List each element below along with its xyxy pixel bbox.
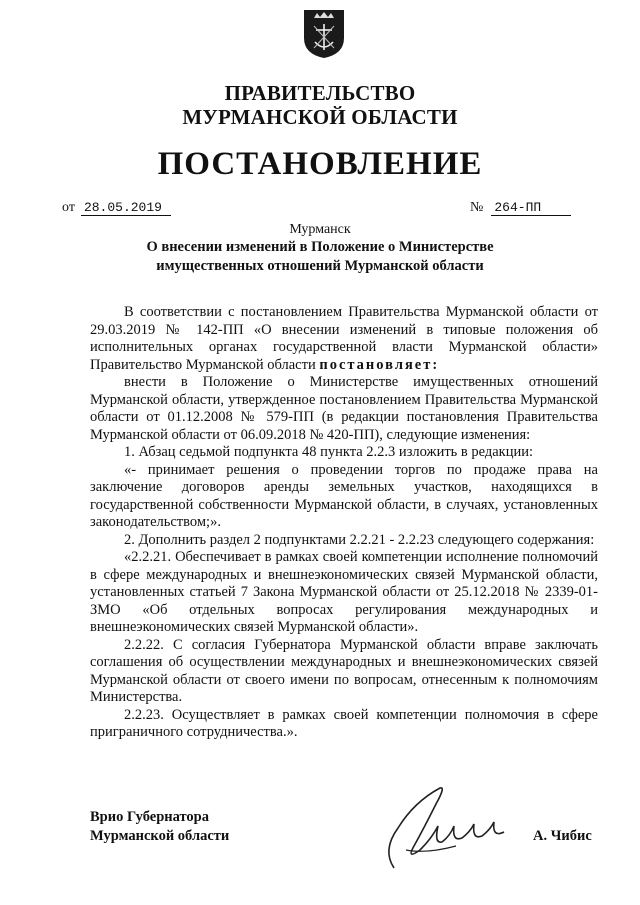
date-block [62, 200, 171, 216]
organization-line-2: МУРМАНСКОЙ ОБЛАСТИ [182, 105, 458, 129]
paragraph-5: 2. Дополнить раздел 2 подпунктами 2.2.21 - 2.2.23 следующего содержания: [124, 531, 595, 548]
number-label: № [470, 200, 484, 215]
paragraph-7: 2.2.22. С согласия Губернатора Мурманской области вправе заключать соглашения об осуществлении международных и внешнеэкономических связей Мурманской области от своего имени по вопросам, отнесенным к полномочиям Министерства. [90, 636, 598, 705]
document-number: 264-ПП [491, 200, 571, 216]
organization-line-1: ПРАВИТЕЛЬСТВО [224, 81, 416, 105]
paragraph-3: 1. Абзац седьмой подпункта 48 пункта 2.2.3 изложить в редакции: [124, 444, 534, 460]
city-name: Мурманск [289, 222, 351, 237]
signer-position [90, 808, 229, 846]
signer-position-line-2: Мурманской области [90, 828, 230, 844]
handwritten-signature [376, 780, 516, 875]
paragraph-2: внести в Положение о Министерстве имущественных отношений Мурманской области, утвержденное постановлением Правительства Мурманской области от 01.12.2008 № 579-ПП (в редакции постановления Правительства Мурманской области от 06.09.2018 № 420-ПП), следующие изменения: [90, 374, 598, 443]
intro-paragraph [90, 304, 598, 374]
signer-position-line-1: Врио Губернатора [90, 809, 209, 825]
decides-word: постановляет: [319, 356, 440, 373]
document-type-heading: ПОСТАНОВЛЕНИЕ [157, 146, 483, 182]
number-block [470, 200, 571, 216]
paragraph-4: «- принимает решения о проведении торгов по продаже права на заключение договоров аренды земельных участков, находящихся в государственной собственности Мурманской области, в случаях, установленных законодательством;». [90, 461, 598, 530]
from-label: от [62, 200, 75, 215]
signer-name: А. Чибис [533, 828, 592, 844]
document-date: 28.05.2019 [81, 200, 171, 216]
coat-of-arms-emblem [302, 8, 346, 60]
document-body [90, 304, 598, 742]
paragraph-6: «2.2.21. Обеспечивает в рамках своей компетенции исполнение полномочий в сфере международных и внешнеэкономических связей Мурманской области, установленных статьей 7 Закона Мурманской области от 25.12.2018 № 2339-01-ЗМО «Об отдельных вопросах регулирования международных и внешнеэкономических связей Мурманской области». [90, 549, 598, 635]
intro-text: В соответствии с постановлением Правительства Мурманской области от 29.03.2019 № 142-ПП «О внесении изменений в типовые положения об исполнительных органах государственной власти Мурманской области» Правительство Мурманской области [90, 304, 598, 373]
paragraph-8: 2.2.23. Осуществляет в рамках своей компетенции полномочия в сфере приграничного сотрудничества.». [90, 706, 598, 740]
document-title: О внесении изменений в Положение о Министерстве имущественных отношений Мурманской области [146, 239, 494, 274]
